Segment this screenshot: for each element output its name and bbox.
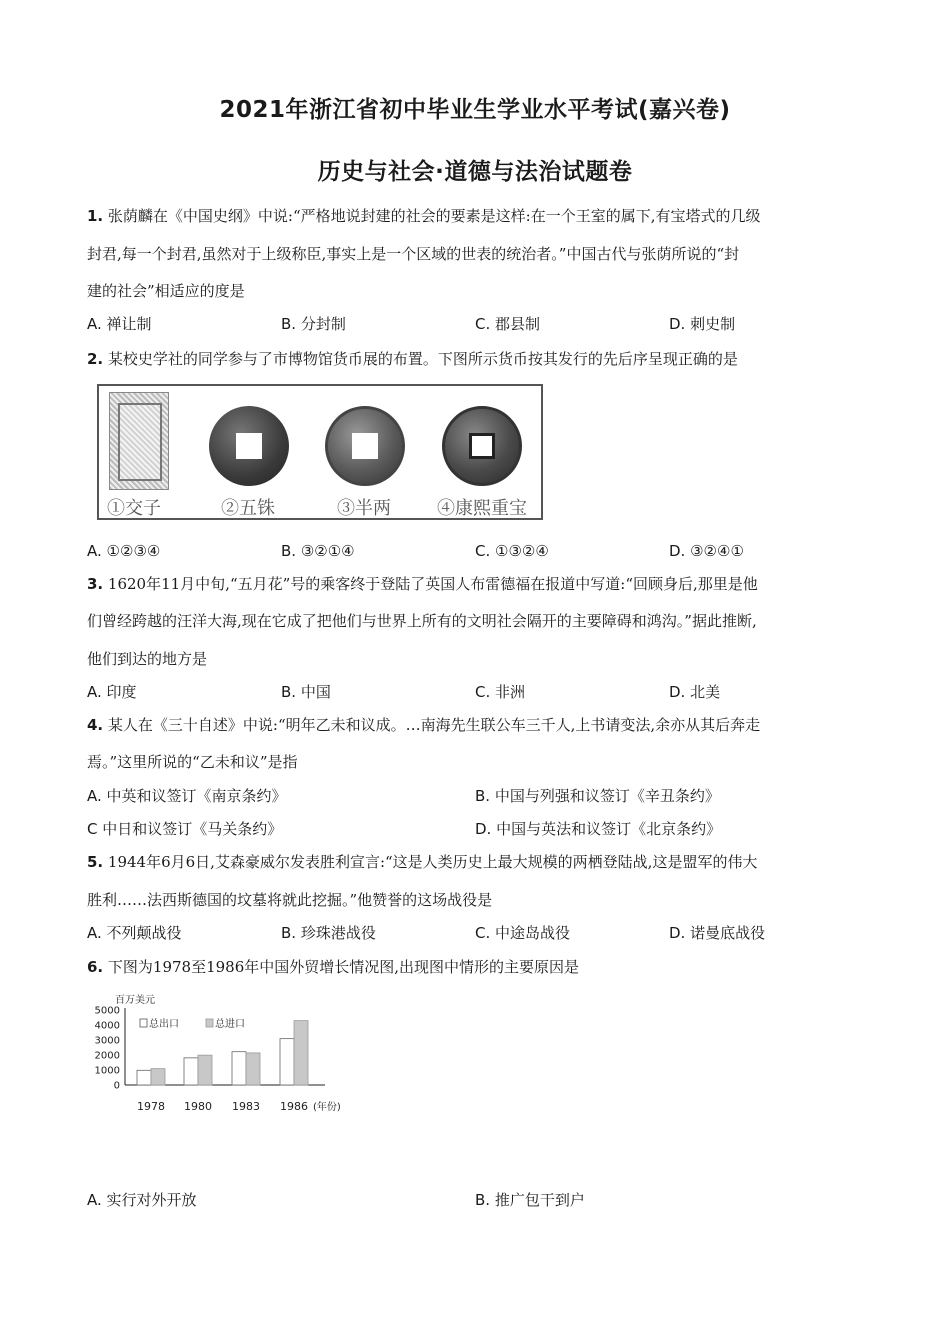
- bar-import: [246, 1053, 260, 1085]
- option-text: 中国与英法和议签订《北京条约》: [496, 820, 722, 838]
- y-tick-label: 4000: [94, 1020, 120, 1032]
- option-text: 中日和议签订《马关条约》: [102, 820, 283, 838]
- option-b[interactable]: [281, 923, 376, 943]
- y-tick-label: 5000: [94, 1005, 120, 1017]
- bar-export: [137, 1070, 151, 1085]
- option-a[interactable]: [87, 541, 160, 561]
- option-d[interactable]: [669, 541, 744, 561]
- option-c[interactable]: [475, 682, 525, 702]
- option-label: A.: [87, 1191, 102, 1209]
- option-b[interactable]: [281, 314, 346, 334]
- option-a[interactable]: [87, 923, 182, 943]
- option-text: 印度: [106, 683, 137, 701]
- option-c[interactable]: [87, 819, 282, 839]
- option-text: 实行对外开放: [106, 1191, 197, 1209]
- option-label: C.: [475, 315, 491, 333]
- question-1-line-3: 建的社会”相适应的度是: [87, 282, 245, 300]
- option-text: 禅让制: [106, 315, 152, 333]
- question-4-line-2: 焉。”这里所说的“乙未和议”是指: [87, 753, 298, 771]
- exam-subtitle: 历史与社会·道德与法治试题卷: [317, 159, 633, 185]
- legend-swatch-import: [206, 1019, 213, 1027]
- option-text: 郡县制: [495, 315, 541, 333]
- option-c[interactable]: [475, 314, 540, 334]
- question-text: 1620年11月中旬,“五月花”号的乘客终于登陆了英国人布雷德福在报道中写道:“回顾身后,那里是他: [107, 575, 758, 593]
- question-4-line-1: [87, 715, 867, 735]
- question-5-line-1: [87, 852, 867, 872]
- option-label: D.: [669, 315, 686, 333]
- option-text: 非洲: [495, 683, 526, 701]
- option-b[interactable]: [475, 786, 720, 806]
- option-d[interactable]: [669, 682, 720, 702]
- option-label: A.: [87, 787, 102, 805]
- option-d[interactable]: [475, 819, 721, 839]
- option-a[interactable]: [87, 314, 152, 334]
- option-label: A.: [87, 924, 102, 942]
- exam-title: 2021年浙江省初中毕业生学业水平考试(嘉兴卷): [219, 97, 731, 123]
- y-axis-label: 百万美元: [115, 995, 155, 1006]
- question-1-line-2: 封君,每一个封君,虽然对于上级称臣,事实上是一个区域的世表的统治者。”中国古代与张荫所说的“封: [87, 245, 740, 263]
- kangxi-coin-image: [442, 406, 522, 486]
- option-text: ③②①④: [300, 542, 355, 560]
- y-tick-label: 1000: [94, 1065, 120, 1077]
- question-1-line-1: [87, 206, 867, 226]
- question-6-line-1: [87, 957, 867, 977]
- option-text: 分封制: [300, 315, 346, 333]
- option-label: B.: [281, 315, 297, 333]
- bar-export: [184, 1058, 198, 1085]
- option-text: 北美: [690, 683, 721, 701]
- bar-import: [198, 1055, 212, 1085]
- option-label: B.: [281, 542, 297, 560]
- question-text: 某人在《三十自述》中说:“明年乙未和议成。…南海先生联公车三千人,上书请变法,余亦从其后奔走: [107, 716, 761, 734]
- question-3-line-2: 们曾经跨越的汪洋大海,现在它成了把他们与世界上所有的文明社会隔开的主要障碍和鸿沟。”据此推断,: [87, 612, 757, 630]
- y-tick-label: 0: [113, 1080, 120, 1092]
- option-label: A.: [87, 542, 102, 560]
- bar-export: [280, 1039, 294, 1085]
- option-text: 中国与列强和议签订《辛丑条约》: [494, 787, 720, 805]
- x-axis-label: (年份): [313, 1102, 341, 1113]
- question-3-line-3: 他们到达的地方是: [87, 650, 208, 668]
- y-tick-label: 2000: [94, 1050, 120, 1062]
- option-d[interactable]: [669, 923, 765, 943]
- option-label: C.: [475, 542, 491, 560]
- option-c[interactable]: [475, 541, 549, 561]
- option-d[interactable]: [669, 314, 735, 334]
- question-number: 2.: [87, 350, 104, 368]
- option-a[interactable]: [87, 786, 287, 806]
- question-number: 3.: [87, 575, 104, 593]
- question-text: 张荫麟在《中国史纲》中说:“严格地说封建的社会的要素是这样:在一个王室的属下,有宝塔式的几级: [107, 207, 761, 225]
- x-tick-label: 1978: [137, 1100, 165, 1113]
- option-label: B.: [475, 1191, 491, 1209]
- bar-import: [294, 1021, 308, 1085]
- y-tick-label: 3000: [94, 1035, 120, 1047]
- banliang-coin-image: [325, 406, 405, 486]
- question-number: 6.: [87, 958, 104, 976]
- option-label: B.: [475, 787, 491, 805]
- figure-label: ①交子: [107, 498, 161, 519]
- option-text: 推广包干到户: [494, 1191, 585, 1209]
- bar-import: [151, 1069, 165, 1085]
- option-c[interactable]: [475, 923, 570, 943]
- question-number: 1.: [87, 207, 104, 225]
- figure-label: ②五铢: [221, 498, 275, 519]
- option-b[interactable]: [281, 541, 355, 561]
- option-a[interactable]: [87, 1190, 197, 1210]
- option-text: 中英和议签订《南京条约》: [106, 787, 287, 805]
- option-label: D.: [669, 924, 686, 942]
- question-3-line-1: [87, 574, 867, 594]
- option-text: 中国: [300, 683, 331, 701]
- option-label: C.: [475, 924, 491, 942]
- option-label: A.: [87, 683, 102, 701]
- option-text: 诺曼底战役: [690, 924, 766, 942]
- x-tick-label: 1983: [232, 1100, 260, 1113]
- question-5-line-2: 胜利……法西斯德国的坟墓将就此挖掘。”他赞誉的这场战役是: [87, 891, 493, 909]
- option-text: 刺史制: [690, 315, 736, 333]
- option-label: C.: [475, 683, 491, 701]
- option-text: ①③②④: [495, 542, 549, 560]
- option-label: A.: [87, 315, 102, 333]
- option-label: D.: [669, 683, 686, 701]
- option-b[interactable]: [475, 1190, 585, 1210]
- question-number: 4.: [87, 716, 104, 734]
- question-2-line-1: [87, 349, 867, 369]
- option-text: 中途岛战役: [495, 924, 571, 942]
- legend-swatch-export: [140, 1019, 147, 1027]
- option-label: B.: [281, 683, 297, 701]
- currency-figure: [97, 384, 543, 520]
- option-text: 不列颠战役: [106, 924, 182, 942]
- jiaozi-banknote-image: [109, 392, 169, 490]
- option-label: D.: [475, 820, 492, 838]
- x-tick-label: 1986: [280, 1100, 308, 1113]
- wuzhu-coin-image: [209, 406, 289, 486]
- option-text: ③②④①: [690, 542, 744, 560]
- figure-label: ③半两: [337, 498, 391, 519]
- option-text: 珍珠港战役: [300, 924, 376, 942]
- question-number: 5.: [87, 853, 104, 871]
- question-text: 某校史学社的同学参与了市博物馆货币展的布置。下图所示货币按其发行的先后序呈现正确的是: [107, 350, 738, 368]
- x-tick-label: 1980: [184, 1100, 212, 1113]
- legend-label-import: 总进口: [215, 1019, 245, 1030]
- trade-growth-chart: [85, 988, 375, 1118]
- option-b[interactable]: [281, 682, 331, 702]
- option-label: B.: [281, 924, 297, 942]
- question-text: 1944年6月6日,艾森豪威尔发表胜利宣言:“这是人类历史上最大规模的两栖登陆战,这是盟军的伟大: [107, 853, 758, 871]
- figure-label: ④康熙重宝: [437, 498, 527, 519]
- bar-export: [232, 1052, 246, 1085]
- option-a[interactable]: [87, 682, 137, 702]
- option-label: C: [87, 820, 98, 838]
- legend-label-export: 总出口: [149, 1019, 179, 1030]
- option-text: ①②③④: [106, 542, 161, 560]
- question-text: 下图为1978至1986年中国外贸增长情况图,出现图中情形的主要原因是: [107, 958, 580, 976]
- option-label: D.: [669, 542, 686, 560]
